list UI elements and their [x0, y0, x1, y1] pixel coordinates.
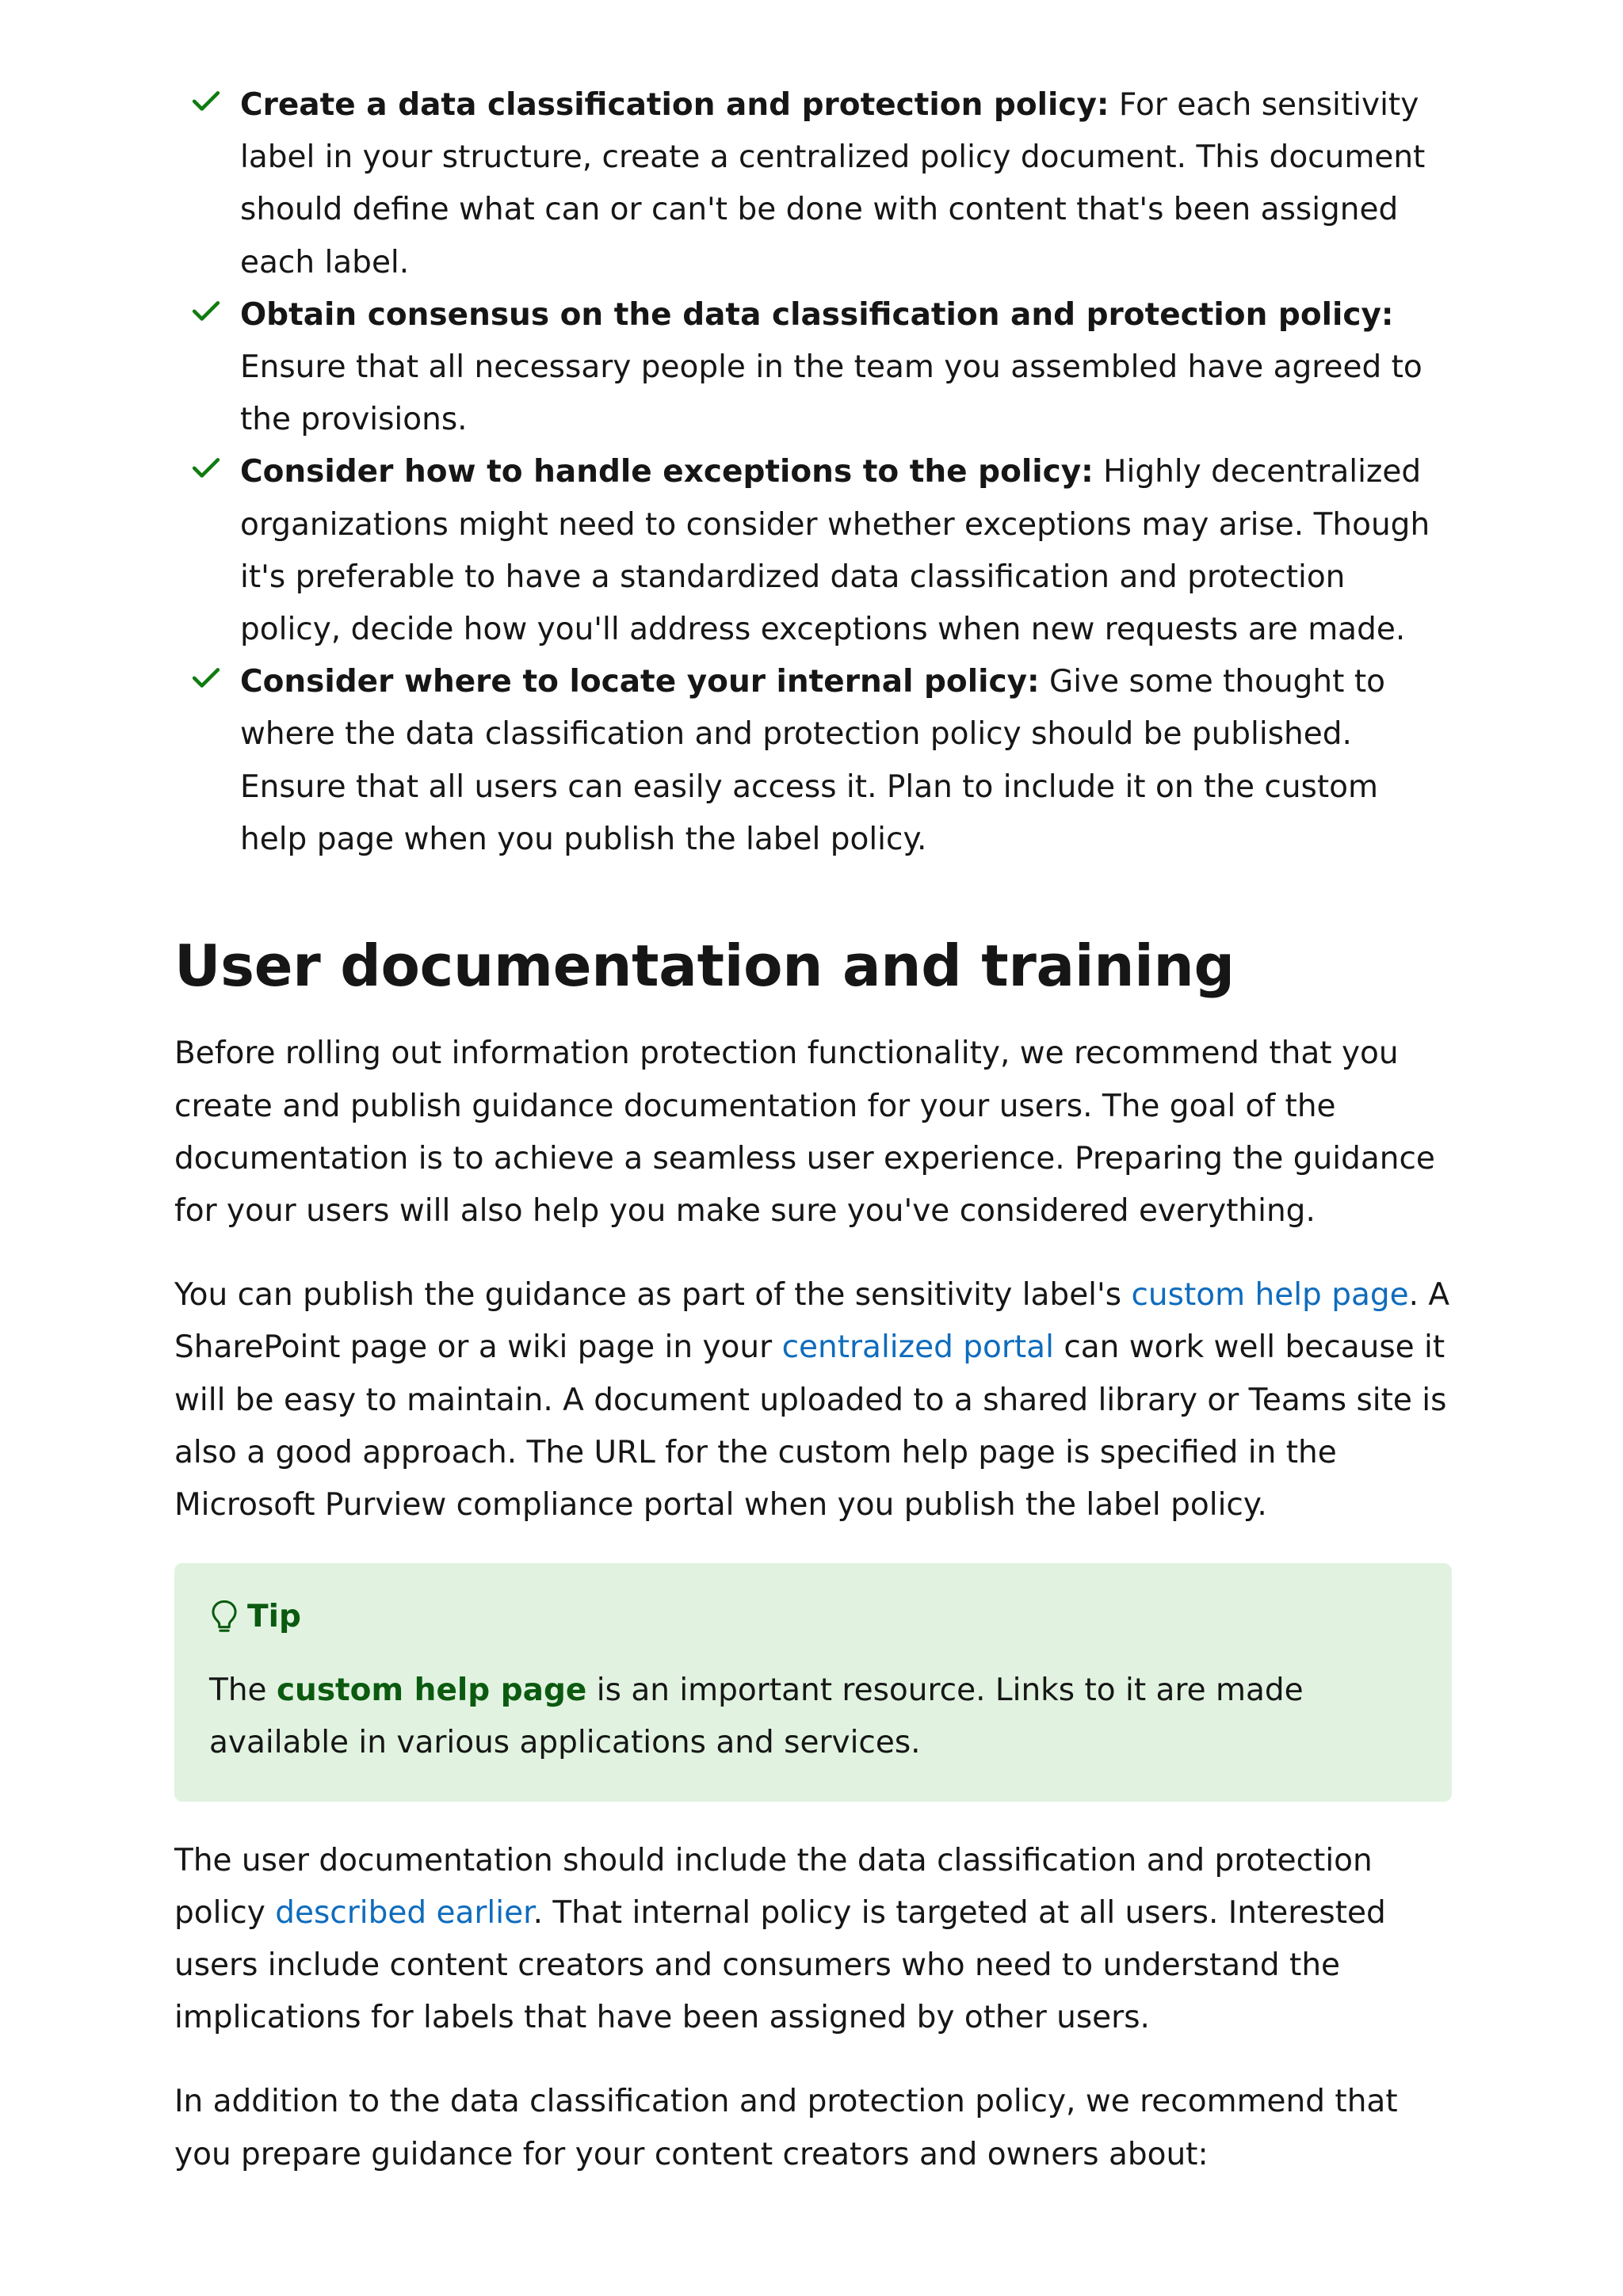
- custom-help-page-link[interactable]: custom help page: [1131, 1277, 1409, 1314]
- tip-text-2: is an important resource. Links to it are made available in various applications and services.: [209, 1672, 1304, 1761]
- checklist-item-text: For each sensitivity label in your structure, create a centralized policy document. This document should define what can or can't be done with content that's been assigned each label.: [240, 87, 1426, 280]
- checklist-item-title: Obtain consensus on the data classification and protection policy:: [240, 296, 1394, 333]
- tip-bold-text: custom help page: [276, 1672, 587, 1709]
- checklist: [174, 79, 1452, 866]
- user-doc-paragraph: [174, 1835, 1452, 2045]
- publish-paragraph: [174, 1269, 1452, 1531]
- user-doc-text-2: . That internal policy is targeted at all users. Interested users include content creators and consumers who need to understand the implications for labels that have been assigned by other users.: [174, 1894, 1386, 2036]
- checklist-item: [174, 656, 1452, 866]
- checklist-item-title: Create a data classification and protection policy:: [240, 87, 1109, 123]
- publish-text-3: can work well because it will be easy to maintain. A document uploaded to a shared library or Teams site is also a good approach. The URL for the custom help page is specified in the Microsoft Purview compliance portal when you publish the label policy.: [174, 1329, 1447, 1524]
- checklist-item-title: Consider how to handle exceptions to the policy:: [240, 454, 1094, 490]
- checklist-item-text: Ensure that all necessary people in the team you assembled have agreed to the provisions.: [240, 349, 1423, 438]
- checkmark-icon: [189, 661, 223, 694]
- user-doc-text-1: The user documentation should include the data classification and protection policy: [174, 1842, 1373, 1931]
- section-heading: User documentation and training: [174, 933, 1235, 1000]
- checkmark-icon: [189, 84, 223, 117]
- publish-text-2: . A SharePoint page or a wiki page in your: [174, 1277, 1450, 1366]
- centralized-portal-link[interactable]: centralized portal: [781, 1329, 1054, 1366]
- tip-text-1: The: [209, 1672, 277, 1709]
- checkmark-icon: [189, 294, 223, 327]
- checklist-item: [174, 289, 1452, 447]
- tip-text: [209, 1665, 1417, 1769]
- intro-paragraph: Before rolling out information protection functionality, we recommend that you create and publish guidance documentation for your users. The goal of the documentation is to achieve a seamless user experience. Preparing the guidance for your users will also help you make sure you've considered everything.: [174, 1035, 1435, 1230]
- checkmark-icon: [189, 451, 223, 484]
- checklist-item-text: Give some thought to where the data classification and protection policy should be published. Ensure that all users can easily access it. Plan to include it on the custom help page when you publish the label policy.: [240, 664, 1385, 857]
- addition-paragraph: In addition to the data classification and protection policy, we recommend that you prepare guidance for your content creators and owners about:: [174, 2084, 1398, 2172]
- checklist-item: [174, 79, 1452, 289]
- checklist-item-text: Highly decentralized organizations might need to consider whether exceptions may arise. Though it's preferable to have a standardized data classification and protection policy, decide how you'll address exceptions when new requests are made.: [240, 454, 1430, 648]
- publish-text-1: You can publish the guidance as part of the sensitivity label's: [174, 1277, 1132, 1314]
- checklist-item: [174, 446, 1452, 656]
- checklist-item-title: Consider where to locate your internal policy:: [240, 664, 1040, 700]
- tip-header: [209, 1598, 1417, 1634]
- described-earlier-link[interactable]: described earlier: [275, 1894, 533, 1931]
- tip-label: Tip: [247, 1598, 301, 1634]
- tip-callout: [174, 1563, 1452, 1801]
- lightbulb-icon: [209, 1598, 239, 1634]
